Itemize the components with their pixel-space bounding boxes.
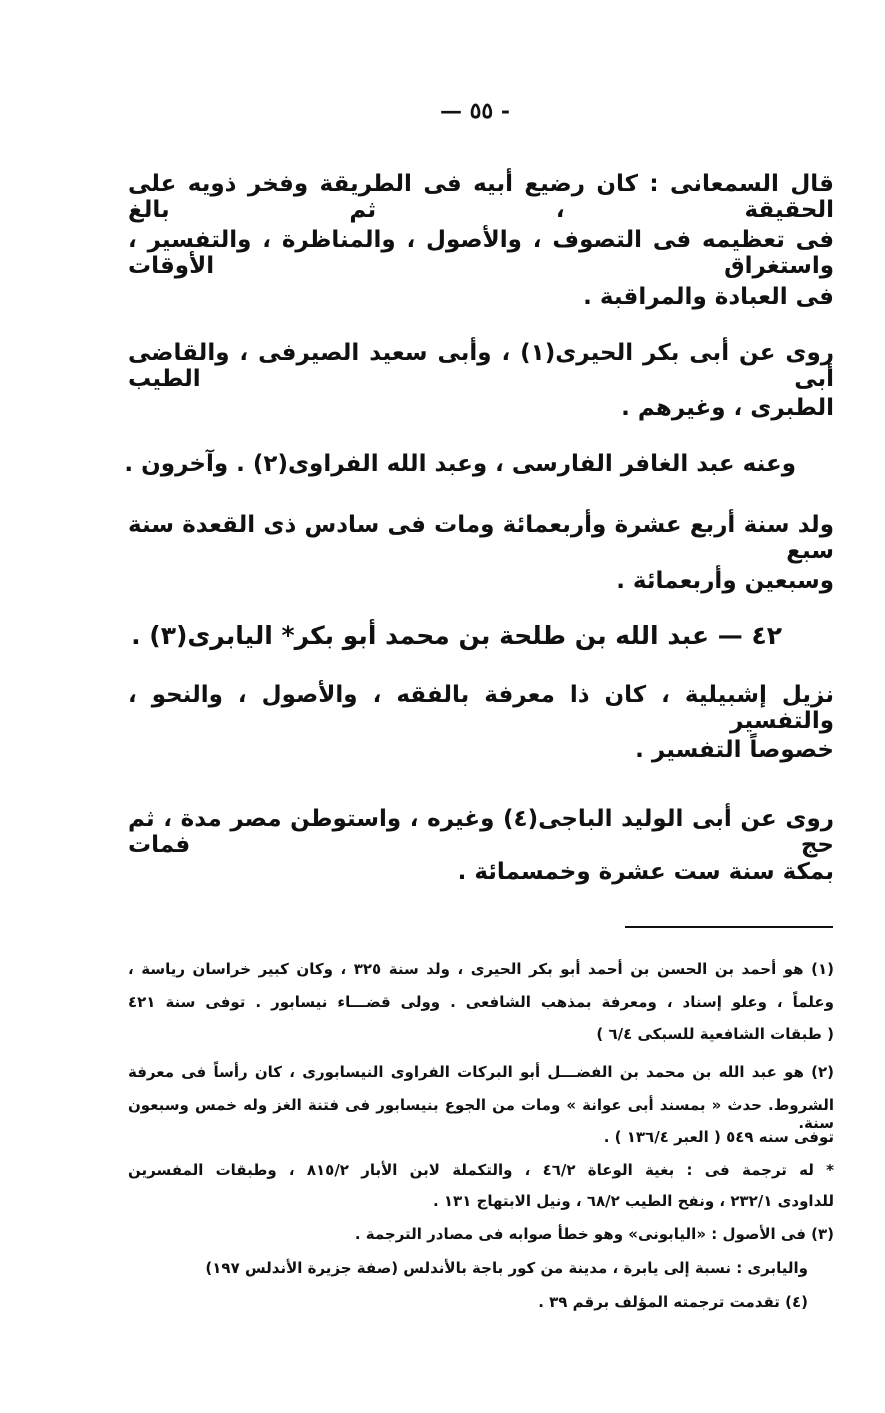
footnote-line: للداودى ٢٣٢/١ ، ونفح الطيب ٦٨/٢ ، ونيل الابتهاج ١٣١ . <box>432 1192 834 1210</box>
footnotes <box>128 0 834 1330</box>
text-line: نزيل إشبيلية ، كان ذا معرفة بالفقه ، والأصول ، والنحو ، والتفسير <box>128 682 834 734</box>
text-line: روى عن أبى الوليد الباجى(٤) وغيره ، واستوطن مصر مدة ، ثم حج فمات <box>128 806 835 858</box>
footnote-line: الشروط. حدث « بمسند أبى عوانة » ومات من الجوع بنيسابور فى فتنة الغز وله خمس وسبعون سنة. <box>128 1096 834 1132</box>
footnote-line: واليابرى : نسبة إلى يابرة ، مدينة من كور باجة بالأندلس (صفة جزيرة الأندلس ١٩٧) <box>205 1259 808 1277</box>
page-number: — ٥٥ - <box>439 98 511 124</box>
text-line: فى تعظيمه فى التصوف ، والأصول ، والمناظرة ، والتفسير ، واستغراق الأوقات <box>128 227 834 279</box>
entry-heading: ٤٢ — عبد الله بن طلحة بن محمد أبو بكر* اليابرى(٣) . <box>131 621 782 650</box>
text-line: وعنه عبد الغافر الفارسى ، وعبد الله الفراوى(٢) . وآخرون . <box>124 451 796 477</box>
footnote-line: (٢) هو عبد الله بن محمد بن الفضـــل أبو البركات الفراوى النيسابورى ، كان رأساً فى معرفة <box>128 1063 834 1081</box>
text-line: الطبرى ، وغيرهم . <box>621 395 834 421</box>
text-line: قال السمعانى : كان رضيع أبيه فى الطريقة وفخر ذويه على الحقيقة ، ثم بالغ <box>128 171 834 223</box>
text-line: خصوصاً التفسير . <box>635 737 834 763</box>
footnote-line: وعلماً ، وعلو إسناد ، ومعرفة بمذهب الشافعى . وولى قضـــاء نيسابور . توفى سنة ٤٢١ <box>128 993 834 1011</box>
footnote-line: (٣) فى الأصول : «اليابونى» وهو خطأ صوابه فى مصادر الترجمة . <box>354 1225 834 1243</box>
text-line: ولد سنة أربع عشرة وأربعمائة ومات فى سادس ذى القعدة سنة سبع <box>128 512 834 564</box>
footnote-line: توفى سنه ٥٤٩ ( العبر ١٣٦/٤ ) . <box>603 1128 834 1146</box>
footnote-line: (٤) تقدمت ترجمته المؤلف برقم ٣٩ . <box>538 1293 808 1311</box>
text-line: فى العبادة والمراقبة . <box>583 284 834 310</box>
text-line: روى عن أبى بكر الحيرى(١) ، وأبى سعيد الصيرفى ، والقاضى أبى الطيب <box>128 340 834 392</box>
footnote-line: (١) هو أحمد بن الحسن بن أحمد أبو بكر الحيرى ، ولد سنة ٣٢٥ ، وكان كبير خراسان رياسة ، <box>128 960 834 978</box>
footnote-line: ( طبقات الشافعية للسبكى ٦/٤ ) <box>596 1025 834 1043</box>
text-line: وسبعين وأربعمائة . <box>616 568 834 594</box>
text-line: بمكة سنة ست عشرة وخمسمائة . <box>457 859 834 885</box>
footnote-line: * له ترجمة فى : بغية الوعاة ٤٦/٢ ، والتكملة لابن الأبار ٨١٥/٢ ، وطبقات المفسرين <box>128 1161 834 1179</box>
